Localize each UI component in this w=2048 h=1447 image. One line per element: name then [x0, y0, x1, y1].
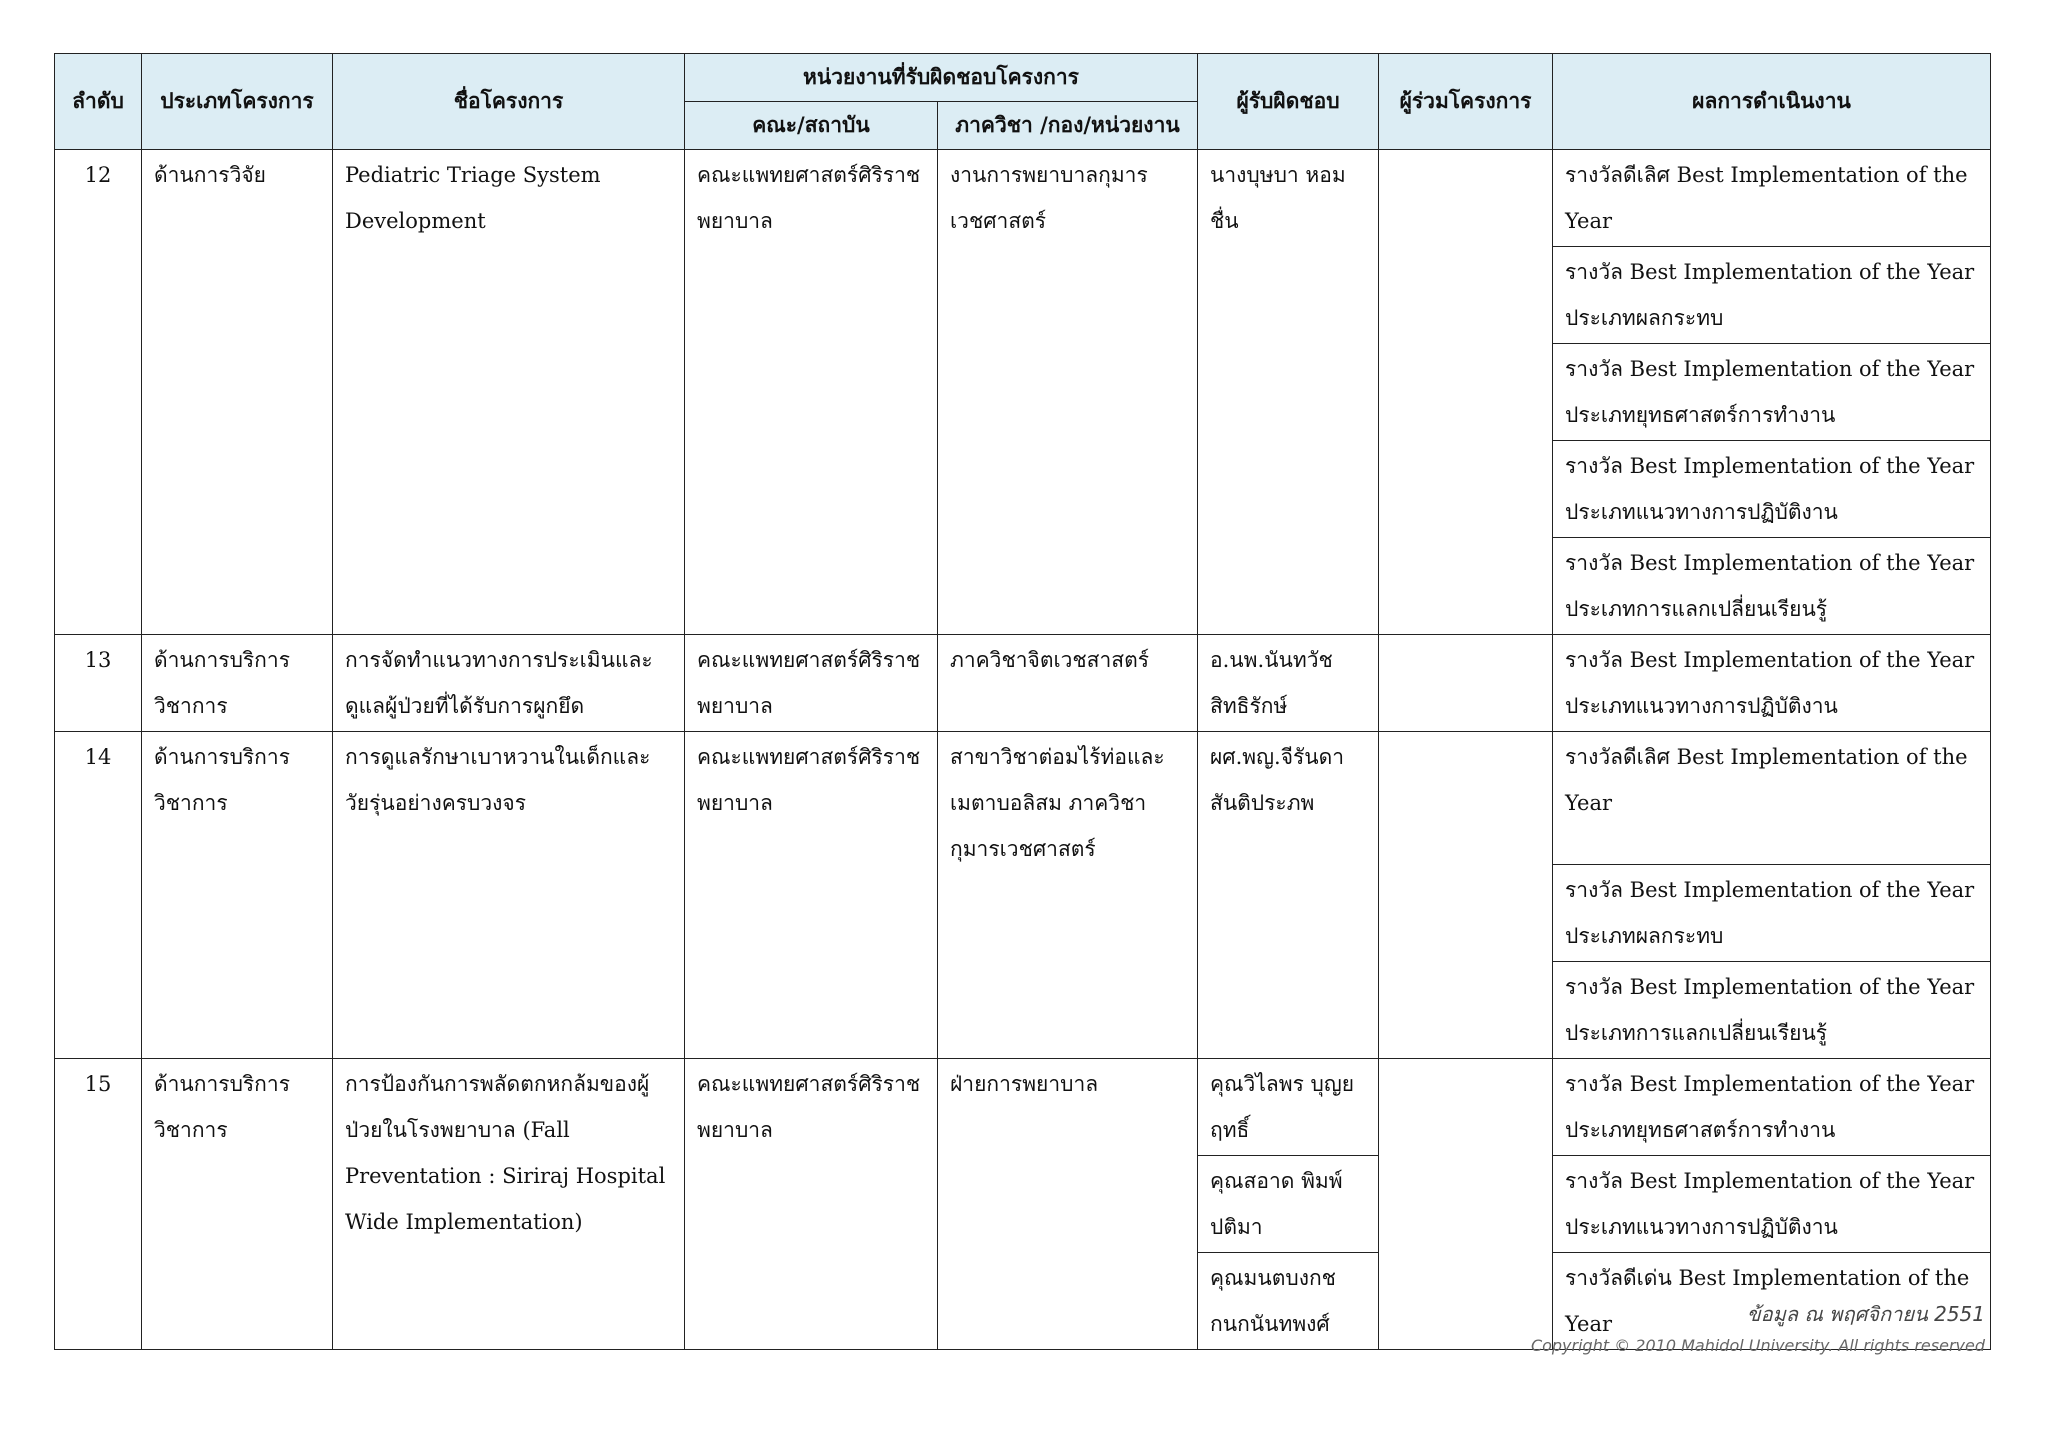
- result-item: รางวัล Best Implementation of the Year ประเภทผลกระทบ: [1553, 865, 1991, 962]
- project-dept: งานการพยาบาลกุมารเวชศาสตร์: [938, 150, 1198, 635]
- result-item: รางวัล Best Implementation of the Year ประเภทยุทธศาสตร์การทำงาน: [1553, 1059, 1991, 1156]
- result-item: รางวัลดีเลิศ Best Implementation of the Year: [1553, 732, 1991, 865]
- header-owner: ผู้รับผิดชอบ: [1198, 54, 1379, 150]
- project-coop: [1379, 635, 1553, 732]
- project-type: ด้านการวิจัย: [142, 150, 333, 635]
- header-unit: หน่วยงานที่รับผิดชอบโครงการ: [685, 54, 1198, 102]
- result-item: รางวัล Best Implementation of the Year ประเภทผลกระทบ: [1553, 247, 1991, 344]
- project-name: Pediatric Triage System Development: [333, 150, 685, 635]
- header-dept: ภาควิชา /กอง/หน่วยงาน: [938, 102, 1198, 150]
- row-number: 14: [55, 732, 142, 1059]
- project-owner: คุณมนตบงกช กนกนันทพงศ์: [1198, 1253, 1379, 1350]
- row-number: 12: [55, 150, 142, 635]
- result-item: รางวัลดีเด่น Best Implementation of the Year: [1553, 1253, 1991, 1350]
- header-no: ลำดับ: [55, 54, 142, 150]
- project-owner: ผศ.พญ.จีรันดา สันติประภพ: [1198, 732, 1379, 1059]
- project-owner: นางบุษบา หอมชื่น: [1198, 150, 1379, 635]
- result-item: รางวัลดีเลิศ Best Implementation of the Year: [1553, 150, 1991, 247]
- project-owner: คุณสอาด พิมพ์ปติมา: [1198, 1156, 1379, 1253]
- project-faculty: คณะแพทยศาสตร์ศิริราชพยาบาล: [685, 1059, 938, 1350]
- result-item: รางวัล Best Implementation of the Year ประเภทการแลกเปลี่ยนเรียนรู้: [1553, 962, 1991, 1059]
- project-name: การจัดทำแนวทางการประเมินและดูแลผู้ป่วยที่ได้รับการผูกยึด: [333, 635, 685, 732]
- project-owner: อ.นพ.นันทวัช สิทธิรักษ์: [1198, 635, 1379, 732]
- project-owner: คุณวิไลพร บุญยฤทธิ์: [1198, 1059, 1379, 1156]
- project-type: ด้านการบริการวิชาการ: [142, 732, 333, 1059]
- table-row: [55, 1059, 1991, 1156]
- header-faculty: คณะ/สถาบัน: [685, 102, 938, 150]
- row-number: 15: [55, 1059, 142, 1350]
- project-coop: [1379, 732, 1553, 1059]
- header-name: ชื่อโครงการ: [333, 54, 685, 150]
- result-item: รางวัล Best Implementation of the Year ประเภทยุทธศาสตร์การทำงาน: [1553, 344, 1991, 441]
- project-dept: ฝ่ายการพยาบาล: [938, 1059, 1198, 1350]
- project-faculty: คณะแพทยศาสตร์ศิริราชพยาบาล: [685, 732, 938, 1059]
- header-type: ประเภทโครงการ: [142, 54, 333, 150]
- result-item: รางวัล Best Implementation of the Year ประเภทการแลกเปลี่ยนเรียนรู้: [1553, 538, 1991, 635]
- project-dept: สาขาวิชาต่อมไร้ท่อและเมตาบอลิสม ภาควิชากุมารเวชศาสตร์: [938, 732, 1198, 1059]
- row-number: 13: [55, 635, 142, 732]
- project-name: การดูแลรักษาเบาหวานในเด็กและวัยรุ่นอย่างครบวงจร: [333, 732, 685, 1059]
- data-date-note: ข้อมูล ณ พฤศจิกายน 2551: [1746, 1302, 1985, 1326]
- project-faculty: คณะแพทยศาสตร์ศิริราชพยาบาล: [685, 150, 938, 635]
- project-coop: [1379, 1059, 1553, 1350]
- project-dept: ภาควิชาจิตเวชสาสตร์: [938, 635, 1198, 732]
- project-name: การป้องกันการพลัดตกหกล้มของผู้ป่วยในโรงพยาบาล (Fall Preventation : Siriraj Hospital Wide Implementation): [333, 1059, 685, 1350]
- result-item: รางวัล Best Implementation of the Year ประเภทแนวทางการปฏิบัติงาน: [1553, 441, 1991, 538]
- result-item: รางวัล Best Implementation of the Year ประเภทแนวทางการปฏิบัติงาน: [1553, 635, 1991, 732]
- table-row: [55, 732, 1991, 865]
- project-faculty: คณะแพทยศาสตร์ศิริราชพยาบาล: [685, 635, 938, 732]
- projects-table: [54, 53, 1991, 1350]
- result-item: รางวัล Best Implementation of the Year ประเภทแนวทางการปฏิบัติงาน: [1553, 1156, 1991, 1253]
- project-type: ด้านการบริการวิชาการ: [142, 1059, 333, 1350]
- project-coop: [1379, 150, 1553, 635]
- table-row: [55, 150, 1991, 247]
- project-type: ด้านการบริการวิชาการ: [142, 635, 333, 732]
- copyright-note: Copyright © 2010 Mahidol University. All rights reserved: [1530, 1336, 1985, 1355]
- table-row: [55, 635, 1991, 732]
- header-result: ผลการดำเนินงาน: [1553, 54, 1991, 150]
- header-coop: ผู้ร่วมโครงการ: [1379, 54, 1553, 150]
